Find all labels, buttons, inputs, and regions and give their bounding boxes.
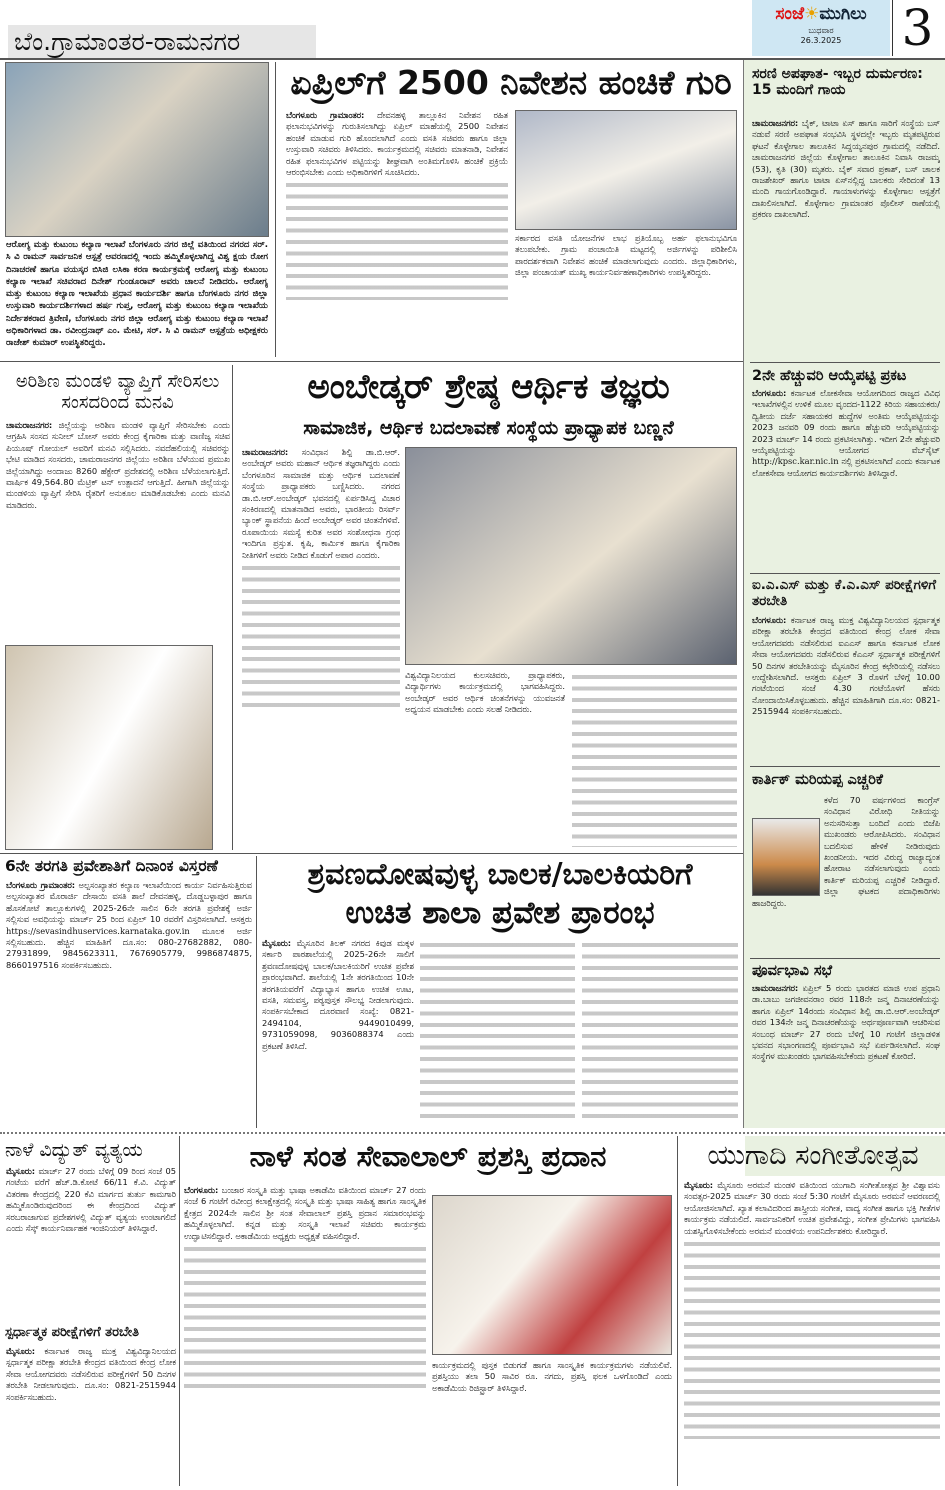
sevalal-headline: ನಾಳೆ ಸಂತ ಸೇವಾಲಾಲ್ ಪ್ರಶಸ್ತಿ ಪ್ರದಾನ [249,1139,607,1173]
sevalal-body-2: ಕಾರ್ಯಕ್ರಮದಲ್ಲಿ ಪುಸ್ತಕ ಬಿಡುಗಡೆ ಹಾಗೂ ಸಾಂಸ್ಕೃತಿಕ ಕಾರ್ಯಕ್ರಮಗಳು ನಡೆಯಲಿವೆ. ಪ್ರಶಸ್ತಿಯು ತಲಾ 50 ಸಾವಿರ ರೂ. ನಗದು, ಪ್ರಶಸ್ತಿ ಫಲಕ ಒಳಗೊಂಡಿದೆ ಎಂದು ಅಕಾಡೆಮಿಯ ರಿಜಿಸ್ಟ್ರಾರ್ ತಿಳಿಸಿದ್ದಾರೆ. [432,1360,672,1393]
meeting-body [752,983,940,1125]
dateline: ಚಾಮರಾಜನಗರ: [752,118,799,128]
article-text: ಕರ್ನಾಟಕ ರಾಜ್ಯ ಮುಕ್ತ ವಿಶ್ವವಿದ್ಯಾನಿಲಯದ ಸ್ಪರ್ಧಾತ್ಮಕ ಪರೀಕ್ಷಾ ತರಬೇತಿ ಕೇಂದ್ರದ ವತಿಯಿಂದ ಕೇಂದ್ರ ಲೋಕ ಸೇವಾ ಆಯೋಗದವರು ನಡೆಸಲಿರುವ ಐಎಎಸ್ ಹಾಗೂ ಕರ್ನಾಟಕ ಲೋಕ ಸೇವಾ ಆಯೋಗದವರು ನಡೆಸಲಿರುವ ಕೆಎಎಸ್ ಸ್ಪರ್ಧಾತ್ಮಕ ಪರೀಕ್ಷೆಗಳಿಗೆ 50 ದಿನಗಳ ತರಬೇತಿಯನ್ನು ಮೈಸೂರಿನ ಕೇಂದ್ರ ಕಛೇರಿಯಲ್ಲಿ ನಡೆಸಲು ಉದ್ದೇಶಿಸಲಾಗಿದೆ. ಆಸಕ್ತರು ಏಪ್ರಿಲ್ 3 ರೊಳಗೆ ಬೆಳಿಗ್ಗೆ 10.00 ಗಂಟೆಯಿಂದ ಸಂಜೆ 4.30 ಗಂಟೆಯೊಳಗೆ ಹೆಸರು ನೋಂದಾಯಿಸಿಕೊಳ್ಳಬಹುದು. ಹೆಚ್ಚಿನ ಮಾಹಿತಿಗಾಗಿ ದೂ.ಸಂ: 0821-2515944 ಸಂಪರ್ಕಿಸಬಹುದು. [752,615,940,717]
dateline: ಚಾಮರಾಜನಗರ: [6,420,53,430]
class6-headline: 6ನೇ ತರಗತಿ ಪ್ರವೇಶಾತಿಗೆ ದಿನಾಂಕ ವಿಸ್ತರಣೆ [5,857,218,875]
article-text: ಕರ್ನಾಟಕ ರಾಜ್ಯ ಮುಕ್ತ ವಿಶ್ವವಿದ್ಯಾನಿಲಯದ ಸ್ಪರ್ಧಾತ್ಮಕ ಪರೀಕ್ಷಾ ತರಬೇತಿ ಕೇಂದ್ರದ ವತಿಯಿಂದ ಕೇಂದ್ರ ಲೋಕ ಸೇವಾ ಆಯೋಗದವರು ನಡೆಸಲಿರುವ ಪರೀಕ್ಷೆಗಳಿಗೆ 50 ದಿನಗಳ ತರಬೇತಿ ನೀಡಲಾಗುವುದು. ದೂ.ಸಂ: 0821-2515944 ಸಂಪರ್ಕಿಸಬಹುದು. [6,1346,176,1402]
hearing-headline-line1: ಶ್ರವಣದೋಷವುಳ್ಳ ಬಾಲಕ/ಬಾಲಕಿಯರಿಗೆ [307,857,693,892]
photo-spacer [752,795,824,895]
dateline: ಬೆಂಗಳೂರು: [752,388,787,398]
dateline: ಬೆಂಗಳೂರು: [752,615,787,625]
row-divider [0,1132,945,1134]
health-photo-caption: ಆರೋಗ್ಯ ಮತ್ತು ಕುಟುಂಬ ಕಲ್ಯಾಣ ಇಲಾಖೆ ಬೆಂಗಳೂರು ನಗರ ಜಿಲ್ಲೆ ವತಿಯಿಂದ ನಗರದ ಸರ್. ಸಿ ವಿ ರಾಮನ್ ಸಾರ್ವಜನಿಕ ಆಸ್ಪತ್ರೆ ಆವರಣದಲ್ಲಿ ಇಂದು ಹಮ್ಮಿಕೊಳ್ಳಲಾಗಿದ್ದ ವಿಶ್ವ ಕ್ಷಯ ರೋಗ ದಿನಾಚರಣೆ ಹಾಗೂ ವಯಸ್ಕರ ಬಿಸಿಜಿ ಲಸಿಕಾ ಕರಣ ಕಾರ್ಯಕ್ರಮಕ್ಕೆ ಆರೋಗ್ಯ ಮತ್ತು ಕುಟುಂಬ ಕಲ್ಯಾಣ ಇಲಾಖೆ ಸಚಿವರಾದ ದಿನೇಶ್ ಗುಂಡೂರಾವ್ ಅವರು ಚಾಲನೆ ನೀಡಿದರು. ಆರೋಗ್ಯ ಮತ್ತು ಕುಟುಂಬ ಕಲ್ಯಾಣ ಇಲಾಖೆಯ ಪ್ರಧಾನ ಕಾರ್ಯದರ್ಶಿ ಹಾಗೂ ಬೆಂಗಳೂರು ನಗರ ಜಿಲ್ಲಾ ಉಸ್ತುವಾರಿ ಕಾರ್ಯದರ್ಶಿಗಳಾದ ಹರ್ಷ ಗುಪ್ತ, ಆರೋಗ್ಯ ಮತ್ತು ಕುಟುಂಬ ಕಲ್ಯಾಣ ಇಲಾಖೆಯ ನಿರ್ದೇಶಕರಾದ ತ್ರಿವೇಣಿ, ಬೆಂಗಳೂರು ನಗರ ಜಿಲ್ಲಾ ಆರೋಗ್ಯ ಮತ್ತು ಕುಟುಂಬ ಕಲ್ಯಾಣ ಇಲಾಖೆ ಅಧಿಕಾರಿಗಳಾದ ಡಾ. ರವೀಂದ್ರನಾಥ್ ಎಂ. ಮೇಟಿ, ಸರ್. ಸಿ ವಿ ರಾಮನ್ ಆಸ್ಪತ್ರೆಯ ಅಧೀಕ್ಷಕರು ರಾಜೇಶ್ ಕುಮಾರ್ ಉಪಸ್ಥಿತರಿದ್ದರು. [6,240,268,349]
ambedkar-event-photo [405,447,737,665]
housing-headline: ಏಪ್ರಿಲ್‌ಗೆ 2500 ನಿವೇಶನ ಹಂಚಿಕೆ ಗುರಿ [290,63,732,102]
text-filler [184,1244,426,1394]
column-divider [275,62,276,357]
ugadi-body [684,1180,940,1486]
karthik-headline: ಕಾರ್ತಿಕ್ ಮರಿಯಪ್ಪ ಎಚ್ಚರಿಕೆ [752,772,883,788]
text-filler [242,563,400,713]
ugadi-headline: ಯುಗಾದಿ ಸಂಗೀತೋತ್ಸವ [707,1140,919,1171]
article-text: ಜಿಲ್ಲೆಯನ್ನು ಅರಿಶಿಣ ಮಂಡಳಿ ವ್ಯಾಪ್ತಿಗೆ ಸೇರಿಸಬೇಕು ಎಂದು ಆಗ್ರಹಿಸಿ ಸಂಸದ ಸುನೀಲ್ ಬೋಸ್ ಅವರು ಕೇಂದ್ರ ಕೈಗಾರಿಕಾ ಮತ್ತು ವಾಣಿಜ್ಯ ಸಚಿವ ಪಿಯೂಷ್ ಗೋಯಲ್ ಅವರಿಗೆ ಮನವಿ ಸಲ್ಲಿಸಿದರು. ನವದೆಹಲಿಯಲ್ಲಿ ಸಚಿವರನ್ನು ಭೇಟಿ ಮಾಡಿದ ಸಂಸದರು, ಚಾಮರಾಜನಗರ ಜಿಲ್ಲೆಯು ಅರಿಶಿಣ ಬೆಳೆಯುವ ಪ್ರಮುಖ ಜಿಲ್ಲೆಯಾಗಿದ್ದು ಅಂದಾಜು 8260 ಹೆಕ್ಟೇರ್ ಪ್ರದೇಶದಲ್ಲಿ ಅರಿಶಿಣ ಬೆಳೆಯಲಾಗುತ್ತಿದೆ. ವಾರ್ಷಿಕ 49,564.80 ಮೆಟ್ರಿಕ್ ಟನ್ ಉತ್ಪಾದನೆ ಆಗುತ್ತಿದೆ. ಹೀಗಾಗಿ ಜಿಲ್ಲೆಯನ್ನು ಮಂಡಳಿಯ ವ್ಯಾಪ್ತಿಗೆ ಸೇರಿಸಿ ರೈತರಿಗೆ ಅನುಕೂಲ ಮಾಡಿಕೊಡಬೇಕು ಎಂದು ಮನವಿ ಮಾಡಿದರು. [6,420,230,510]
ambedkar-headline: ಅಂಬೇಡ್ಕರ್ ಶ್ರೇಷ್ಠ ಆರ್ಥಿಕ ತಜ್ಞರು [307,367,670,407]
ias-training-headline: ಐ.ಎ.ಎಸ್ ಮತ್ತು ಕೆ.ಎ.ಎಸ್ ಪರೀಕ್ಷೆಗಳಿಗೆ ತರಬೇತಿ [752,577,937,609]
housing-photo [515,110,737,230]
article-text: ಬಂಜಾರ ಸಂಸ್ಕೃತಿ ಮತ್ತು ಭಾಷಾ ಅಕಾಡೆಮಿ ವತಿಯಿಂದ ಮಾರ್ಚ್ 27 ರಂದು ಸಂಜೆ 6 ಗಂಟೆಗೆ ರವೀಂದ್ರ ಕಲಾಕ್ಷೇತ್ರದಲ್ಲಿ ಸಂಸ್ಕೃತಿ ಮತ್ತು ಭಾಷಾ ಸಾಹಿತ್ಯ ಹಾಗೂ ಸಾಂಸ್ಕೃತಿಕ ಕ್ಷೇತ್ರದ 2024ನೇ ಸಾಲಿನ ಶ್ರೀ ಸಂತ ಸೇವಾಲಾಲ್ ಪ್ರಶಸ್ತಿ ಪ್ರದಾನ ಸಮಾರಂಭವನ್ನು ಹಮ್ಮಿಕೊಳ್ಳಲಾಗಿದೆ. ಕನ್ನಡ ಮತ್ತು ಸಂಸ್ಕೃತಿ ಇಲಾಖೆ ಸಚಿವರು ಕಾರ್ಯಕ್ರಮ ಉದ್ಘಾಟಿಸಲಿದ್ದಾರೆ. ಅಕಾಡೆಮಿಯ ಅಧ್ಯಕ್ಷರು ಅಧ್ಯಕ್ಷತೆ ವಹಿಸಲಿದ್ದಾರೆ. [184,1185,426,1241]
accident-headline: ಸರಣಿ ಅಪಘಾತ- ಇಬ್ಬರ ದುರ್ಮರಣ: 15 ಮಂದಿಗೆ ಗಾಯ [752,66,923,99]
divider [750,766,940,767]
sevasindhu-link[interactable]: https://sevasindhuservices.karnataka.gov.in [6,925,190,936]
logo-left: ಸಂಜೆ [775,4,805,24]
dateline: ಮೈಸೂರು: [262,938,292,948]
housing-body-2: ಸರ್ಕಾರದ ವಸತಿ ಯೋಜನೆಗಳ ಲಾಭ ಪ್ರತಿಯೊಬ್ಬ ಅರ್ಹ ಫಲಾನುಭವಿಗೂ ತಲುಪಬೇಕು. ಗ್ರಾಮ ಪಂಚಾಯಿತಿ ಮಟ್ಟದಲ್ಲಿ ಅರ್ಜಿಗಳನ್ನು ಪರಿಶೀಲಿಸಿ ಪಾರದರ್ಶಕವಾಗಿ ನಿವೇಶನ ಹಂಚಿಕೆ ಮಾಡಲಾಗುವುದು ಎಂದರು. ಜಿಲ್ಲಾಧಿಕಾರಿಗಳು, ಜಿಲ್ಲಾ ಪಂಚಾಯತ್ ಮುಖ್ಯ ಕಾರ್ಯನಿರ್ವಹಣಾಧಿಕಾರಿಗಳು ಉಪಸ್ಥಿತರಿದ್ದರು. [515,233,737,278]
selection-list-body [752,388,940,570]
dateline: ಮೈಸೂರು: [6,1346,36,1356]
text-filler [286,180,508,300]
page-number: 3 [892,0,942,56]
power-cut-body [6,1166,176,1318]
logo-right: ಮುಗಿಲು [819,4,867,24]
text-filler [420,940,575,1125]
dateline: ಚಾಮರಾಜನಗರ: [752,983,799,993]
hearing-headline-line2: ಉಚಿತ ಶಾಲಾ ಪ್ರವೇಶ ಪ್ರಾರಂಭ [345,895,655,931]
turmeric-meeting-photo [5,645,213,850]
accident-body [752,118,940,358]
article-text: ಅಲ್ಪಸಂಖ್ಯಾತರ ಕಲ್ಯಾಣ ಇಲಾಖೆಯಿಂದ ಕಾರ್ಯ ನಿರ್ವಹಿಸುತ್ತಿರುವ ಅಲ್ಪಸಂಖ್ಯಾತರ ಮೊರಾರ್ಜಿ ದೇಸಾಯಿ ವಸತಿ ಶಾಲೆ ದೇವನಹಳ್ಳಿ, ದೊಡ್ಡಬಳ್ಳಾಪುರ ಹಾಗೂ ಹೊಸಕೋಟೆ ತಾಲ್ಲೂಕುಗಳಲ್ಲಿ 2025-26ನೇ ಸಾಲಿನ 6ನೇ ತರಗತಿ ಪ್ರವೇಶಕ್ಕೆ ಅರ್ಜಿ ಸಲ್ಲಿಸುವ ಅವಧಿಯನ್ನು ಮಾರ್ಚ್ 25 ರಿಂದ ಏಪ್ರಿಲ್ 10 ರವರೆಗೆ ವಿಸ್ತರಿಸಲಾಗಿದೆ. ಆಸಕ್ತರು [6,880,252,925]
divider [750,958,940,959]
sevalal-award-photo [432,1195,672,1355]
power-cut-headline: ನಾಳೆ ವಿದ್ಯುತ್ ವ್ಯತ್ಯಯ [5,1139,143,1161]
article-text: ಮೈಸೂರಿನ ತಿಲಕ್ ನಗರದ ಕಿವುಡ ಮಕ್ಕಳ ಸರ್ಕಾರಿ ಪಾಠಶಾಲೆಯಲ್ಲಿ 2025-26ನೇ ಸಾಲಿಗೆ ಶ್ರವಣದೋಷವುಳ್ಳ ಬಾಲಕ/ಬಾಲಕಿಯರಿಗೆ ಉಚಿತ ಪ್ರವೇಶ ಪ್ರಾರಂಭವಾಗಿದೆ. ಶಾಲೆಯಲ್ಲಿ 1ನೇ ತರಗತಿಯಿಂದ 10ನೇ ತರಗತಿಯವರೆಗೆ ವಿದ್ಯಾಭ್ಯಾಸ ಹಾಗೂ ಉಚಿತ ಊಟ, ವಸತಿ, ಸಮವಸ್ತ್ರ, ಪಠ್ಯಪುಸ್ತಕ ಸೌಲಭ್ಯ ನೀಡಲಾಗುವುದು. ಸಂಪರ್ಕಿಸಬೇಕಾದ ದೂರವಾಣಿ ಸಂಖ್ಯೆ: 0821-2494104, 9449010499, 9731059098, 9036088374 ಎಂದು ಪ್ರಕಟಣೆ ತಿಳಿಸಿದೆ. [262,938,414,1051]
article-text: ನಲ್ಲಿ ಪ್ರಕಟಿಸಲಾಗಿದೆ ಎಂದು ಕರ್ನಾಟಕ ಲೋಕಸೇವಾ ಆಯೋಗದ ಕಾರ್ಯದರ್ಶಿಗಳು ತಿಳಿಸಿದ್ದಾರೆ. [752,456,940,478]
article-text: ಮಾರ್ಚ್ 27 ರಂದು ಬೆಳಿಗ್ಗೆ 09 ರಿಂದ ಸಂಜೆ 05 ಗಂಟೆಯ ವರೆಗೆ ಹೆಚ್.ಡಿ.ಕೋಟೆ 66/11 ಕೆ.ವಿ. ವಿದ್ಯುತ್ ವಿತರಣಾ ಕೇಂದ್ರದಲ್ಲಿ 220 ಕೆವಿ ಮಾರ್ಗದ ತುರ್ತು ಕಾಮಗಾರಿ ಹಮ್ಮಿಕೊಂಡಿರುವುದರಿಂದ ಈ ಕೇಂದ್ರದಿಂದ ವಿದ್ಯುತ್ ಸರಬರಾಜಾಗುವ ಪ್ರದೇಶಗಳಲ್ಲಿ ವಿದ್ಯುತ್ ವ್ಯತ್ಯಯ ಉಂಟಾಗಲಿದೆ ಎಂದು ಸೆಸ್ಕ್ ಕಾರ್ಯನಿರ್ವಾಹಕ ಇಂಜಿನಿಯರ್ ತಿಳಿಸಿದ್ದಾರೆ. [6,1166,176,1234]
turmeric-body [6,420,230,642]
competitive-exam-headline: ಸ್ಪರ್ಧಾತ್ಮಕ ಪರೀಕ್ಷೆಗಳಿಗೆ ತರಬೇತಿ [5,1325,139,1340]
sevalal-body [184,1185,426,1485]
health-event-photo [5,62,269,237]
competitive-exam-body [6,1346,176,1486]
article-text: ಸಂವಿಧಾನ ಶಿಲ್ಪಿ ಡಾ.ಬಿ.ಆರ್. ಅಂಬೇಡ್ಕರ್ ಅವರು ಮಹಾನ್ ಆರ್ಥಿಕ ತಜ್ಞರಾಗಿದ್ದರು ಎಂದು ಬೆಂಗಳೂರಿನ ಸಾಮಾಜಿಕ ಮತ್ತು ಆರ್ಥಿಕ ಬದಲಾವಣೆ ಸಂಸ್ಥೆಯ ಪ್ರಾಧ್ಯಾಪಕರು ಬಣ್ಣಿಸಿದರು. ನಗರದ ಡಾ.ಬಿ.ಆರ್.ಅಂಬೇಡ್ಕರ್ ಭವನದಲ್ಲಿ ಏರ್ಪಡಿಸಿದ್ದ ವಿಚಾರ ಸಂಕಿರಣದಲ್ಲಿ ಮಾತನಾಡಿದ ಅವರು, ಭಾರತೀಯ ರಿಸರ್ವ್ ಬ್ಯಾಂಕ್ ಸ್ಥಾಪನೆಯ ಹಿಂದೆ ಅಂಬೇಡ್ಕರ್ ಅವರ ಚಿಂತನೆಗಳಿವೆ. ರೂಪಾಯಿಯ ಸಮಸ್ಯೆ ಕುರಿತ ಅವರ ಸಂಶೋಧನಾ ಗ್ರಂಥ ಇಂದಿಗೂ ಪ್ರಸ್ತುತ. ಕೃಷಿ, ಕಾರ್ಮಿಕ ಹಾಗೂ ಕೈಗಾರಿಕಾ ನೀತಿಗಳಿಗೆ ಅವರು ನೀಡಿದ ಕೊಡುಗೆ ಅಪಾರ ಎಂದರು. [242,447,400,560]
article-text: ಏಪ್ರಿಲ್ 5 ರಂದು ಭಾರತದ ಮಾಜಿ ಉಪ ಪ್ರಧಾನಿ ಡಾ.ಬಾಬು ಜಗಜೀವನರಾಂ ರವರ 118ನೇ ಜನ್ಮ ದಿನಾಚರಣೆಯನ್ನು ಹಾಗೂ ಏಪ್ರಿಲ್ 14ರಂದು ಸಂವಿಧಾನ ಶಿಲ್ಪಿ ಡಾ.ಬಿ.ಆರ್.ಅಂಬೇಡ್ಕರ್ ರವರ 134ನೇ ಜನ್ಮ ದಿನಾಚರಣೆಯನ್ನು ಅರ್ಥಪೂರ್ಣವಾಗಿ ಆಚರಿಸುವ ಸಂಬಂಧ ಮಾರ್ಚ್ 27 ರಂದು ಬೆಳಿಗ್ಗೆ 10 ಗಂಟೆಗೆ ಜಿಲ್ಲಾಡಳಿತ ಭವನದ ಸಭಾಂಗಣದಲ್ಲಿ ಪೂರ್ವಭಾವಿ ಸಭೆ ಏರ್ಪಡಿಸಲಾಗಿದೆ. ಸಂಘ ಸಂಸ್ಥೆಗಳ ಮುಖಂಡರು ಭಾಗವಹಿಸಬೇಕೆಂದು ಪ್ರಕಟಣೆ ಕೋರಿದೆ. [752,983,940,1062]
dateline: ಬೆಂಗಳೂರು ಗ್ರಾಮಾಂತರ: [286,110,365,120]
newspaper-logo [752,0,890,56]
text-filler [582,940,738,1125]
column-divider [179,1136,180,1486]
dateline: ಮೈಸೂರು: [6,1166,36,1176]
column-divider [232,365,233,850]
row-divider [0,853,743,854]
sun-icon: ☀ [804,4,820,24]
column-divider [256,856,257,1128]
section-title: ಬೆಂ.ಗ್ರಾಮಾಂತರ-ರಾಮನಗರ [8,25,316,58]
article-text: ಬೈಕ್, ಟಾಟಾ ಏಸ್ ಹಾಗೂ ಸಾರಿಗೆ ಸಂಸ್ಥೆಯ ಬಸ್ ನಡುವೆ ಸರಣಿ ಅಪಘಾತ ಸಂಭವಿಸಿ ಸ್ಥಳದಲ್ಲೇ ಇಬ್ಬರು ಮೃತಪಟ್ಟಿರುವ ಘಟನೆ ಕೊಳ್ಳೇಗಾಲ ತಾಲೂಕಿನ ಸಿದ್ದಯ್ಯನಪುರ ಗ್ರಾಮದಲ್ಲಿ ನಡೆದಿದೆ. ಚಾಮರಾಜನಗರ ಜಿಲ್ಲೆಯ ಕೊಳ್ಳೇಗಾಲ ತಾಲೂಕಿನ ನಿವಾಸಿ ರಾಜಮ್ಮ (53), ಕೃತಿ (30) ಮೃತರು. ಬೈಕ್ ಸವಾರ ಪ್ರಕಾಶ್, ಬಸ್ ಚಾಲಕ ರಾಜಶೇಖರ್ ಹಾಗೂ ಟಾಟಾ ಏಸ್‌ನಲ್ಲಿದ್ದ ಬಾಲಕರು ಸೇರಿದಂತೆ 13 ಮಂದಿ ಗಾಯಗೊಂಡಿದ್ದಾರೆ. ಗಾಯಾಳುಗಳನ್ನು ಕೊಳ್ಳೇಗಾಲ ಆಸ್ಪತ್ರೆಗೆ ದಾಖಲಿಸಲಾಗಿದೆ. ಕೊಳ್ಳೇಗಾಲ ಗ್ರಾಮಾಂತರ ಪೊಲೀಸ್ ಠಾಣೆಯಲ್ಲಿ ಪ್ರಕರಣ ದಾಖಲಾಗಿದೆ. [752,118,940,220]
article-text: ಮೈಸೂರು ಅರಮನೆ ಮಂಡಳಿ ವತಿಯಿಂದ ಯುಗಾದಿ ಸಂಗೀತೋತ್ಸವ ಶ್ರೀ ವಿಶ್ವಾವಸು ಸಂವತ್ಸರ-2025 ಮಾರ್ಚ್ 30 ರಂದು ಸಂಜೆ 5:30 ಗಂಟೆಗೆ ಮೈಸೂರು ಅರಮನೆ ಆವರಣದಲ್ಲಿ ಆಯೋಜಿಸಲಾಗಿದೆ. ಖ್ಯಾತ ಕಲಾವಿದರಿಂದ ಶಾಸ್ತ್ರೀಯ ಸಂಗೀತ, ವಾದ್ಯ ಸಂಗೀತ ಹಾಗೂ ಭಕ್ತಿ ಗೀತೆಗಳ ಕಾರ್ಯಕ್ರಮ ನಡೆಯಲಿದೆ. ಸಾರ್ವಜನಿಕರಿಗೆ ಉಚಿತ ಪ್ರವೇಶವಿದ್ದು, ಸಂಗೀತ ಪ್ರೇಮಿಗಳು ಭಾಗವಹಿಸಿ ಯಶಸ್ವಿಗೊಳಿಸಬೇಕೆಂದು ಅರಮನೆ ಮಂಡಳಿಯ ಉಪನಿರ್ದೇಶಕರು ಕೋರಿದ್ದಾರೆ. [684,1180,940,1236]
divider [750,362,940,363]
row-divider [0,361,743,362]
divider [750,573,940,574]
text-filler [572,672,737,847]
column-divider [677,1136,678,1486]
article-text: ಮೂಲಕ ಅರ್ಜಿ ಸಲ್ಲಿಸಬಹುದು. ಹೆಚ್ಚಿನ ಮಾಹಿತಿಗೆ ದೂ.ಸಂ: 080-27682882, 080-27931899, 9845623311, 7676905779, 9986874875, 8660197516 ಸಂಪರ್ಕಿಸಬಹುದು. [6,925,252,970]
text-filler [684,1239,940,1439]
article-text: ದೇವನಹಳ್ಳಿ ತಾಲ್ಲೂಕಿನ ನಿವೇಶನ ರಹಿತ ಫಲಾನುಭವಿಗಳನ್ನು ಗುರುತಿಸಲಾಗಿದ್ದು ಏಪ್ರಿಲ್ ಮಾಹೆಯಲ್ಲಿ 2500 ನಿವೇಶನ ಹಂಚಿಕೆ ಮಾಡುವ ಗುರಿ ಹೊಂದಲಾಗಿದೆ ಎಂದು ವಸತಿ ಸಚಿವರು ಹಾಗೂ ಜಿಲ್ಲಾ ಉಸ್ತುವಾರಿ ಸಚಿವರು ತಿಳಿಸಿದರು. ಕಾರ್ಯಕ್ರಮದಲ್ಲಿ ಸಚಿವರು ಮಾತನಾಡಿ, ನಿವೇಶನ ರಹಿತ ಫಲಾನುಭವಿಗಳ ಪಟ್ಟಿಯನ್ನು ಶೀಘ್ರವಾಗಿ ಅಂತಿಮಗೊಳಿಸಿ ಹಂಚಿಕೆ ಪ್ರಕ್ರಿಯೆ ಆರಂಭಿಸಬೇಕು ಎಂದು ಅಧಿಕಾರಿಗಳಿಗೆ ಸೂಚಿಸಿದರು. [286,110,508,178]
weekday: ಬುಧವಾರ [808,26,834,35]
article-text: ಕರ್ನಾಟಕ ಲೋಕಸೇವಾ ಆಯೋಗದಿಂದ ರಾಜ್ಯದ ವಿವಿಧ ಇಲಾಖೆಗಳಲ್ಲಿನ ಉಳಿಕೆ ಮೂಲ ವೃಂದದ-1122 ಕಿರಿಯ ಸಹಾಯಕರು/ದ್ವಿತೀಯ ದರ್ಜೆ ಸಹಾಯಕರ ಹುದ್ದೆಗಳ ಅಂತಿಮ ಆಯ್ಕೆಪಟ್ಟಿಯನ್ನು 2023 ಜನವರಿ 09 ರಂದು ಹಾಗೂ ಹೆಚ್ಚುವರಿ ಆಯ್ಕೆಪಟ್ಟಿಯನ್ನು 2023 ಮಾರ್ಚ್ 14 ರಂದು ಪ್ರಕಟಿಸಲಾಗಿತ್ತು. ಇದೀಗ 2ನೇ ಹೆಚ್ಚುವರಿ ಆಯ್ಕೆಪಟ್ಟಿಯನ್ನು ಆಯೋಗದ ವೆಬ್‌ಸೈಟ್ [752,388,940,456]
ambedkar-body-2: ವಿಶ್ವವಿದ್ಯಾನಿಲಯದ ಕುಲಸಚಿವರು, ಪ್ರಾಧ್ಯಾಪಕರು, ವಿದ್ಯಾರ್ಥಿಗಳು ಕಾರ್ಯಕ್ರಮದಲ್ಲಿ ಭಾಗವಹಿಸಿದ್ದರು. ಅಂಬೇಡ್ಕರ್ ಅವರ ಆರ್ಥಿಕ ಚಿಂತನೆಗಳನ್ನು ಯುವಜನತೆ ಅಧ್ಯಯನ ಮಾಡಬೇಕು ಎಂದು ಸಲಹೆ ನೀಡಿದರು. [405,670,565,715]
dateline: ಚಾಮರಾಜನಗರ: [242,447,289,457]
class6-body [6,880,252,1125]
ambedkar-body [242,447,400,847]
ambedkar-subheadline: ಸಾಮಾಜಿಕ, ಆರ್ಥಿಕ ಬದಲಾವಣೆ ಸಂಸ್ಥೆಯ ಪ್ರಾಧ್ಯಾಪಕ ಬಣ್ಣನೆ [303,417,674,439]
karthik-body [752,795,940,955]
housing-body [286,110,508,355]
ias-training-body [752,615,940,763]
kpsc-link[interactable]: http://kpsc.kar.nic.in [752,456,839,467]
turmeric-headline: ಅರಿಶಿಣ ಮಂಡಳಿ ವ್ಯಾಪ್ತಿಗೆ ಸೇರಿಸಲು ಸಂಸದರಿಂದ ಮನವಿ [15,371,220,413]
dateline: ಬೆಂಗಳೂರು: [184,1185,219,1195]
dateline: ಬೆಂಗಳೂರು ಗ್ರಾಮಾಂತರ: [6,880,76,890]
article-text: ಕಳೆದ 70 ವರ್ಷಗಳಿಂದ ಕಾಂಗ್ರೆಸ್ ಸಂವಿಧಾನ ವಿರೋಧಿ ನೀತಿಯನ್ನು ಅನುಸರಿಸುತ್ತಾ ಬಂದಿದೆ ಎಂದು ಬಿಜೆಪಿ ಮುಖಂಡರು ಆರೋಪಿಸಿದರು. ಸಂವಿಧಾನ ಬದಲಿಸುವ ಹೇಳಿಕೆ ನೀಡಿರುವುದು ಖಂಡನೀಯ. ಇದರ ವಿರುದ್ಧ ರಾಜ್ಯಾದ್ಯಂತ ಹೋರಾಟ ನಡೆಸಲಾಗುವುದು ಎಂದು ಕಾರ್ತಿಕ್ ಮರಿಯಪ್ಪ ಎಚ್ಚರಿಕೆ ನೀಡಿದ್ದಾರೆ. ಜಿಲ್ಲಾ ಘಟಕದ ಪದಾಧಿಕಾರಿಗಳು ಹಾಜರಿದ್ದರು. [752,795,940,908]
issue-date: 26.3.2025 [800,36,842,45]
dateline: ಮೈಸೂರು: [684,1180,714,1190]
hearing-body [262,938,414,1126]
meeting-headline: ಪೂರ್ವಭಾವಿ ಸಭೆ [752,963,833,979]
selection-list-headline: 2ನೇ ಹೆಚ್ಚುವರಿ ಆಯ್ಕೆಪಟ್ಟಿ ಪ್ರಕಟ [752,368,907,384]
